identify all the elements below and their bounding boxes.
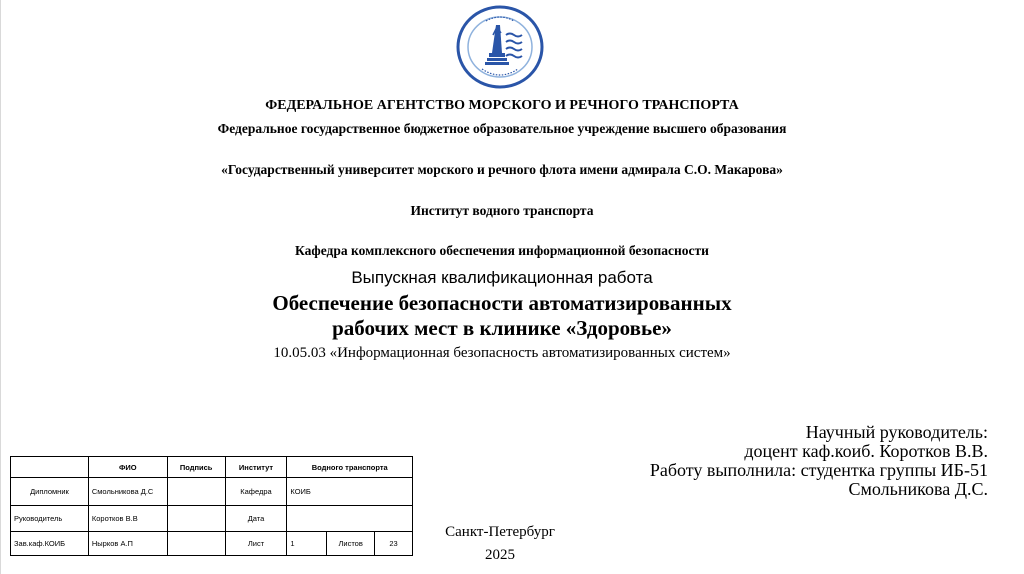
header-blank [11,457,89,478]
header-institute-label: Институт [225,457,287,478]
row-name: Смольникова Д.С [88,478,167,506]
row-signature [167,506,225,532]
university-name: «Государственный университет морского и речного флота имени адмирала С.О. Макарова» [221,162,783,177]
author-name: Смольникова Д.С. [848,479,988,499]
year: 2025 [485,547,515,563]
table-row [11,478,413,506]
row-name: Коротков В.В [88,506,167,532]
row-field: Лист [225,532,287,556]
title-block-table [10,456,413,556]
supervisor-block [650,423,988,499]
table-header-row [11,457,413,478]
row-value: 1 [287,532,327,556]
header-signature: Подпись [167,457,225,478]
work-type: Выпускная квалификационная работа [351,268,653,287]
agency-title: ФЕДЕРАЛЬНОЕ АГЕНТСТВО МОРСКОГО И РЕЧНОГО ТРАНСПОРТА [265,98,739,113]
institute-name: Институт водного транспорта [410,203,594,218]
author-label: Работу выполнила: студентка группы ИБ-51 [649,460,988,480]
institution-type: Федеральное государственное бюджетное образовательное учреждение высшего образования [217,121,787,136]
department-name: Кафедра комплексного обеспечения информационной безопасности [295,243,709,258]
row-role: Дипломник [11,478,89,506]
work-title-line-1: Обеспечение безопасности автоматизированных [272,291,732,315]
row-value [287,506,413,532]
row-value: КОИБ [287,478,413,506]
city: Санкт-Петербург [445,524,555,540]
supervisor-label: Научный руководитель: [805,422,988,442]
row-name: Нырков А.П [88,532,167,556]
work-title-line-2: рабочих мест в клинике «Здоровье» [332,316,672,340]
table-row [11,506,413,532]
row-sheets-value: 23 [375,532,413,556]
header-institute-value: Водного транспорта [287,457,413,478]
table-row [11,532,413,556]
work-title [0,291,1004,341]
row-signature [167,478,225,506]
row-field: Дата [225,506,287,532]
row-role: Руководитель [11,506,89,532]
university-emblem-icon [456,5,544,89]
specialty: 10.05.03 «Информационная безопасность автоматизированных систем» [273,345,731,361]
row-role: Зав.каф.КОИБ [11,532,89,556]
row-sheets-label: Листов [327,532,375,556]
header-fio: ФИО [88,457,167,478]
supervisor-name: доцент каф.коиб. Коротков В.В. [744,441,988,461]
row-signature [167,532,225,556]
row-field: Кафедра [225,478,287,506]
